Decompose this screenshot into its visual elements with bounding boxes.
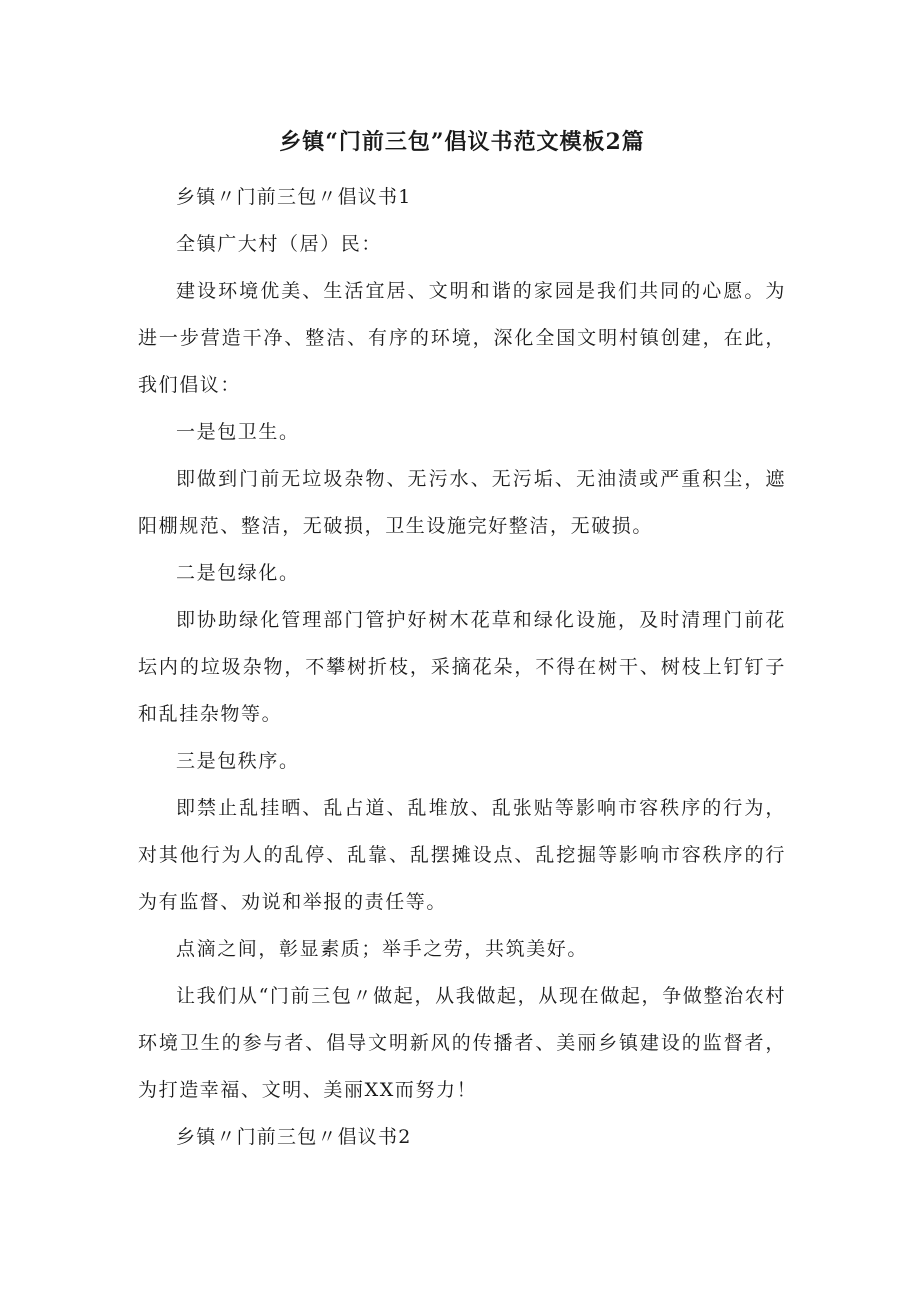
point-three-heading: 三是包秩序。 (176, 750, 300, 772)
document-title: 乡镇“门前三包”倡议书范文模板2篇 (279, 129, 645, 155)
section-heading-1: 乡镇〃门前三包〃倡议书1 (176, 186, 412, 208)
closing-paragraph: 让我们从“门前三包〃做起，从我做起，从现在做起，争做整治农村环境卫生的参与者、倡导文明新风的传播者、美丽乡镇建设的监督者，为打造幸福、文明、美丽XX而努力！ (138, 985, 786, 1101)
document-page (138, 118, 786, 1161)
point-one-body: 即做到门前无垃圾杂物、无污水、无污垢、无油渍或严重积尘，遮阳棚规范、整洁，无破损，卫生设施完好整洁，无破损。 (138, 468, 786, 537)
point-three-body: 即禁止乱挂晒、乱占道、乱堆放、乱张贴等影响市容秩序的行为，对其他行为人的乱停、乱靠、乱摆摊设点、乱挖掘等影响市容秩序的行为有监督、劝说和举报的责任等。 (138, 797, 786, 913)
point-one-heading: 一是包卫生。 (176, 421, 300, 443)
slogan-paragraph: 点滴之间，彰显素质；举手之劳，共筑美好。 (176, 938, 589, 960)
salutation: 全镇广大村（居）民： (176, 233, 383, 255)
point-two-heading: 二是包绿化。 (176, 562, 300, 584)
intro-paragraph: 建设环境优美、生活宜居、文明和谐的家园是我们共同的心愿。为进一步营造干净、整洁、有序的环境，深化全国文明村镇创建，在此，我们倡议： (138, 280, 786, 396)
section-heading-2: 乡镇〃门前三包〃倡议书2 (176, 1126, 412, 1148)
point-two-body: 即协助绿化管理部门管护好树木花草和绿化设施，及时清理门前花坛内的垃圾杂物，不攀树折枝，采摘花朵，不得在树干、树枝上钉钉子和乱挂杂物等。 (138, 609, 786, 725)
